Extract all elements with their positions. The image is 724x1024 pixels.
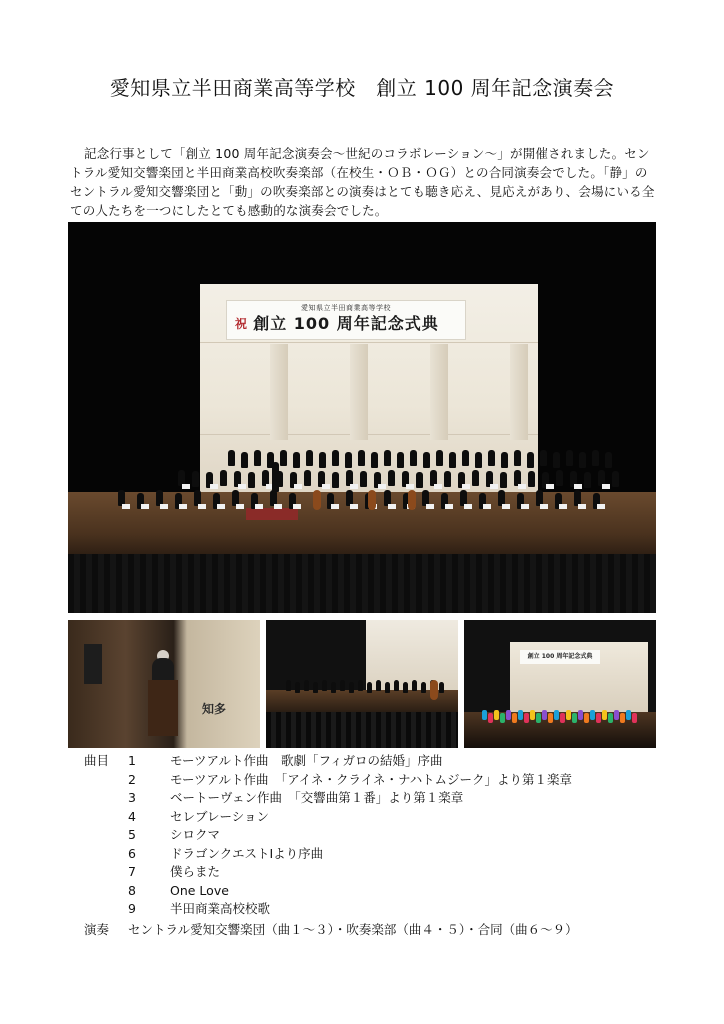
band-member [536, 713, 541, 723]
music-stand [293, 504, 301, 509]
program-title: One Love [170, 882, 229, 898]
program-indent [84, 882, 124, 901]
band-member [482, 710, 487, 720]
musician [248, 472, 255, 488]
music-stand [331, 504, 339, 509]
wall-pillar [350, 344, 368, 440]
wall-pillar [430, 344, 448, 440]
program-indent [84, 789, 124, 808]
musician [436, 450, 443, 466]
musician [340, 680, 345, 691]
musician [556, 470, 563, 486]
cello [408, 490, 416, 510]
speaker-photo [68, 620, 260, 748]
music-stand [210, 484, 218, 489]
program-row [84, 771, 684, 790]
musician [304, 680, 309, 691]
music-stand [182, 484, 190, 489]
program-indent [84, 771, 124, 790]
calligraphy-text: 知多 [202, 702, 227, 716]
program-number: 1 [128, 753, 136, 768]
musician [228, 450, 235, 466]
musician [403, 682, 408, 693]
audience-seats [266, 712, 458, 748]
musician [313, 682, 318, 693]
banner-subtitle: 愛知県立半田商業高等学校 [301, 304, 391, 312]
performers-label: 演奏 [84, 922, 110, 937]
band-member [578, 710, 583, 720]
music-stand [322, 484, 330, 489]
musician [295, 682, 300, 693]
band-member [608, 713, 613, 723]
musician [254, 450, 261, 466]
wall-pillar [510, 344, 528, 440]
performers-line [84, 920, 578, 938]
intro-paragraph: 記念行事として「創立 100 周年記念演奏会～世紀のコラボレーション～」が開催されました。セントラル愛知交響楽団と半田商業高校吹奏楽部（在校生・ＯＢ・ＯＧ）との合同演奏会でした。「静」のセントラル愛知交響楽団と「動」の吹奏楽部との演奏はとても聴き応え、見応えがあり、会場にいる全ての人たちを一つにしたとても感動的な演奏会でした。 [70, 146, 655, 218]
program-indent [84, 808, 124, 827]
music-stand [521, 504, 529, 509]
musician [410, 450, 417, 466]
musician [304, 470, 311, 486]
program-indent [84, 900, 124, 919]
musician [412, 680, 417, 691]
lectern [148, 680, 178, 736]
musician [376, 680, 381, 691]
music-stand [141, 504, 149, 509]
program-row [84, 826, 684, 845]
musician [472, 470, 479, 486]
musician [349, 682, 354, 693]
program-row [84, 808, 684, 827]
musician [612, 471, 619, 487]
band-member [626, 710, 631, 720]
band-member [494, 710, 499, 720]
band-member [590, 710, 595, 720]
cello [430, 680, 438, 700]
band-member [572, 713, 577, 723]
program-title: ドラゴンクエストⅠより序曲 [170, 845, 324, 861]
musician [475, 452, 482, 468]
musician [514, 450, 521, 466]
musician [367, 682, 372, 693]
musician [488, 450, 495, 466]
musician [416, 472, 423, 488]
music-stand [160, 504, 168, 509]
program-row [84, 845, 684, 864]
music-stand [274, 504, 282, 509]
musician [280, 450, 287, 466]
musician [332, 472, 339, 488]
panel-line [200, 434, 538, 435]
music-stand [483, 504, 491, 509]
program-indent [84, 845, 124, 864]
conductor [272, 462, 279, 492]
band-member [554, 710, 559, 720]
music-stand [518, 484, 526, 489]
music-stand [294, 484, 302, 489]
band-member [488, 713, 493, 723]
band-member [560, 713, 565, 723]
musician [439, 682, 444, 693]
musician [319, 452, 326, 468]
music-stand [434, 484, 442, 489]
musician [527, 452, 534, 468]
program-row [84, 882, 684, 901]
main-concert-photo [68, 222, 656, 613]
musician [358, 680, 363, 691]
program-number: 8 [128, 882, 136, 898]
music-stand [122, 504, 130, 509]
music-stand [406, 484, 414, 489]
wind-band-photo [464, 620, 656, 748]
program-row [84, 900, 684, 919]
musician [462, 450, 469, 466]
program-title: モーツアルト作曲 「アイネ・クライネ・ナハトムジーク」より第１楽章 [170, 771, 573, 787]
band-member [500, 713, 505, 723]
program-number: 2 [128, 771, 136, 787]
music-stand [546, 484, 554, 489]
music-stand [236, 504, 244, 509]
ceremony-banner [226, 300, 466, 340]
music-stand [179, 504, 187, 509]
musician [192, 471, 199, 487]
music-stand [574, 484, 582, 489]
program-number: 3 [128, 790, 136, 805]
program-row [84, 863, 684, 882]
music-stand [378, 484, 386, 489]
cello [313, 490, 321, 510]
music-stand [350, 484, 358, 489]
program-list [84, 752, 684, 919]
music-stand [464, 504, 472, 509]
musician [331, 682, 336, 693]
music-stand [217, 504, 225, 509]
musician [423, 452, 430, 468]
audience-seats [68, 554, 656, 613]
musician [345, 452, 352, 468]
cello [368, 490, 376, 510]
band-member [530, 710, 535, 720]
musician [306, 450, 313, 466]
band-member [566, 710, 571, 720]
band-member [542, 710, 547, 720]
program-title: モーツアルト作曲 歌劇「フィガロの結婚」序曲 [170, 753, 443, 768]
band-member [620, 713, 625, 723]
musician [220, 470, 227, 486]
musician [293, 452, 300, 468]
banner-title: 創立 100 周年記念式典 [253, 314, 439, 333]
band-member [614, 710, 619, 720]
musician [449, 452, 456, 468]
band-member [506, 710, 511, 720]
music-stand [490, 484, 498, 489]
orchestra-wide-photo [266, 620, 458, 748]
conductor-podium [246, 508, 298, 520]
program-number: 7 [128, 864, 136, 879]
program-number: 4 [128, 808, 136, 824]
musician [592, 450, 599, 466]
program-number: 6 [128, 845, 136, 861]
musician [584, 472, 591, 488]
musician [286, 680, 291, 691]
music-stand [462, 484, 470, 489]
musician [553, 452, 560, 468]
musician [322, 680, 327, 691]
musician [501, 452, 508, 468]
band-member [548, 713, 553, 723]
program-row [84, 789, 684, 808]
program-indent [84, 863, 124, 882]
music-stand [597, 504, 605, 509]
music-stand [559, 504, 567, 509]
musician [388, 470, 395, 486]
program-title: セレブレーション [170, 808, 270, 824]
page-title: 愛知県立半田商業高等学校 創立 100 周年記念演奏会 [109, 76, 615, 100]
band-member [596, 713, 601, 723]
music-stand [350, 504, 358, 509]
music-stand [198, 504, 206, 509]
program-title: シロクマ [170, 827, 221, 842]
program-title: 半田商業高校校歌 [170, 901, 271, 916]
band-member [512, 713, 517, 723]
musician [421, 682, 426, 693]
musician [332, 450, 339, 466]
musician [385, 682, 390, 693]
musician [384, 450, 391, 466]
musician [540, 450, 547, 466]
musician [360, 471, 367, 487]
band-member [524, 713, 529, 723]
musician [444, 471, 451, 487]
side-screen [84, 644, 102, 684]
music-stand [602, 484, 610, 489]
musician [371, 452, 378, 468]
musician [500, 472, 507, 488]
musician [358, 450, 365, 466]
panel-line [200, 342, 538, 343]
music-stand [502, 504, 510, 509]
musician [241, 452, 248, 468]
program-heading: 曲目 [84, 753, 110, 768]
musician [394, 680, 399, 691]
band-member [518, 710, 523, 720]
band-member [602, 710, 607, 720]
musician [397, 452, 404, 468]
musician [566, 450, 573, 466]
musician [528, 471, 535, 487]
performers-text: セントラル愛知交響楽団（曲１～３）・吹奏楽部（曲４・５）・合同（曲６～９） [127, 922, 578, 937]
music-stand [238, 484, 246, 489]
banner-mark: 祝 [235, 317, 248, 331]
music-stand [426, 504, 434, 509]
music-stand [578, 504, 586, 509]
program-row [84, 752, 684, 771]
program-number: 9 [128, 901, 136, 916]
program-title: ベートーヴェン作曲 「交響曲第１番」より第１楽章 [170, 790, 464, 805]
music-stand [388, 504, 396, 509]
music-stand [255, 504, 263, 509]
speaker-body [152, 658, 174, 682]
musician [605, 452, 612, 468]
stage-banner: 創立 100 周年記念式典 [520, 650, 600, 664]
musician [579, 452, 586, 468]
wall-pillar [270, 344, 288, 440]
music-stand [540, 504, 548, 509]
program-title: 僕らまた [170, 864, 221, 879]
program-number: 5 [128, 827, 136, 842]
band-member [584, 713, 589, 723]
program-indent [84, 826, 124, 845]
band-member [632, 713, 637, 723]
music-stand [445, 504, 453, 509]
